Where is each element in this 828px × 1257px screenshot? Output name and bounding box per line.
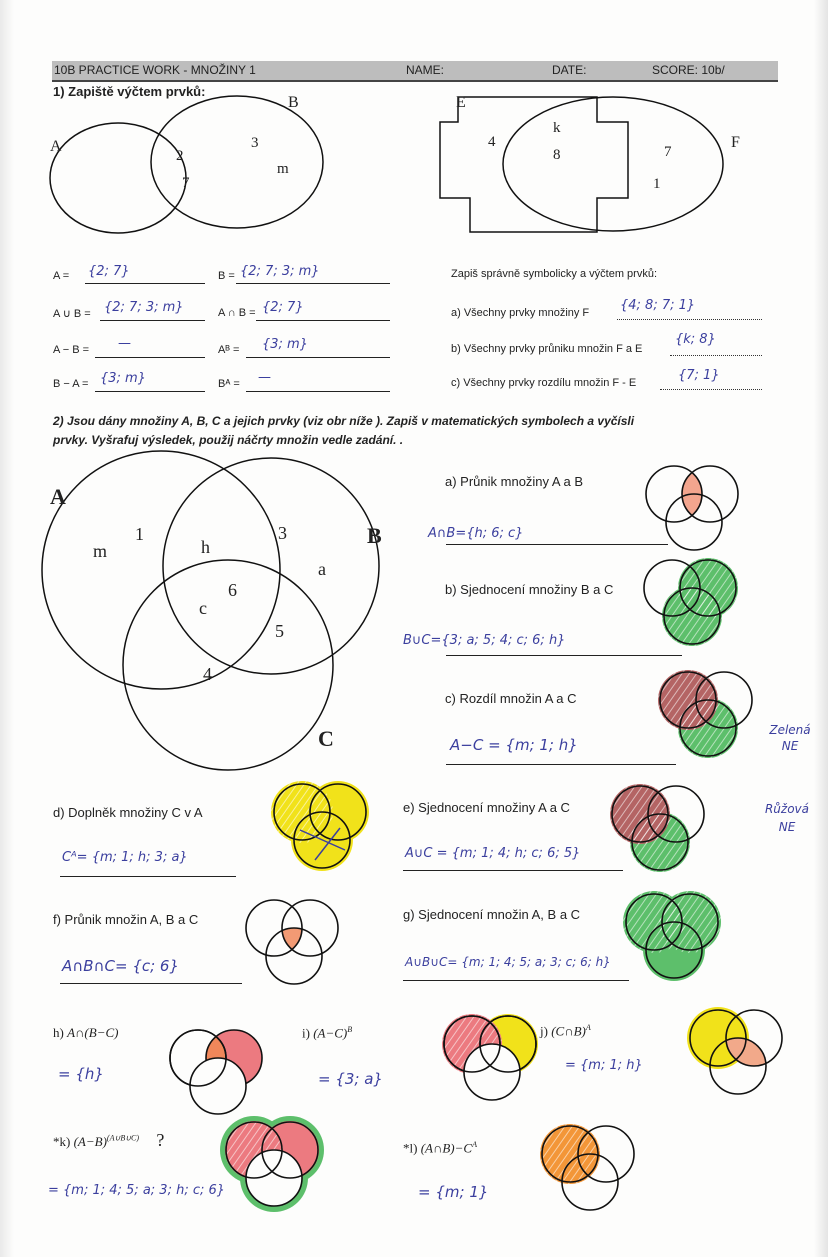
element: 1 (135, 524, 144, 544)
task-b-answer[interactable]: B∪C={3; a; 5; 4; c; 6; h} (403, 633, 566, 648)
formula: (A−C) (313, 1025, 348, 1041)
element: k (553, 120, 561, 136)
formula-superscript: B (347, 1025, 353, 1034)
answer-label: A ∩ B = (218, 307, 256, 319)
answer-value[interactable]: — (258, 370, 271, 385)
task-l-answer[interactable]: = {m; 1} (418, 1183, 489, 1201)
element: 5 (275, 621, 284, 641)
answer-value[interactable]: {2; 7} (88, 264, 130, 279)
set-b-label: B (288, 94, 299, 111)
task-b-label: b) Sjednocení množiny B a C (445, 582, 614, 597)
name-field: NAME: (406, 63, 445, 77)
answer-label: A ∪ B = (53, 308, 91, 320)
answer-label: B = (218, 270, 235, 282)
teacher-note: Zelená NE (769, 723, 811, 753)
formula: (C∩B) (551, 1023, 586, 1039)
task-c-label: c) Rozdíl množin A a C (445, 691, 577, 706)
element: 3 (278, 523, 287, 543)
task-k-label (53, 1130, 164, 1151)
element: 1 (653, 176, 661, 192)
answer-value[interactable]: {2; 7; 3; m} (240, 264, 320, 279)
element: a (318, 559, 326, 579)
task-i-answer[interactable]: = {3; a} (318, 1070, 383, 1088)
answer-value[interactable]: — (118, 336, 131, 351)
task-d-label: d) Doplněk množiny C v A (53, 805, 203, 820)
answer-value[interactable]: {3; m} (100, 371, 146, 386)
item-letter: h) (53, 1025, 64, 1040)
task-g-label: g) Sjednocení množin A, B a C (403, 907, 581, 922)
set-a-label: A (50, 138, 62, 155)
task-b-venn (640, 556, 750, 646)
task-g-venn (622, 890, 732, 980)
answer-value[interactable]: {7; 1} (678, 368, 720, 383)
answer-label: Aᴮ = (218, 344, 240, 356)
task-j-answer[interactable]: = {m; 1; h} (565, 1058, 643, 1073)
answer-label: a) Všechny prvky množiny F (451, 307, 590, 319)
answer-label: Bᴬ = (218, 378, 240, 390)
question-mark-note: ? (156, 1130, 165, 1150)
item-letter: j) (540, 1023, 548, 1039)
set-b-label: B (367, 523, 382, 548)
task-h-answer[interactable]: = {h} (58, 1065, 104, 1083)
set-c-label: C (318, 726, 334, 751)
task2-instructions-line1: 2) Jsou dány množiny A, B, C a jejich prvky (viz obr níže ). Zapiš v matematických symbolech a vyčísli (53, 414, 635, 428)
formula: (A∩B)−C (420, 1140, 473, 1156)
teacher-note: Růžová NE (764, 802, 810, 834)
task-f-venn (242, 896, 352, 986)
element: 7 (182, 175, 190, 191)
formula: (A−B) (73, 1134, 107, 1149)
element: 2 (176, 148, 184, 164)
formula: A∩(B−C) (67, 1025, 119, 1040)
answer-label: B − A = (53, 378, 89, 390)
task-k-venn (222, 1118, 332, 1208)
task-h-label (53, 1025, 118, 1041)
task-a-answer[interactable]: A∩B={h; 6; c} (428, 526, 524, 541)
task-a-venn (642, 462, 752, 552)
right-intro: Zapiš správně symbolicky a výčtem prvků: (451, 268, 658, 280)
answer-label: b) Všechny prvky průniku množin F a E (451, 343, 643, 355)
task-l-label (403, 1140, 477, 1156)
answer-label: c) Všechny prvky rozdílu množin F - E (451, 377, 637, 389)
task-h-venn (166, 1026, 276, 1116)
element: h (201, 537, 210, 557)
element: m (277, 161, 289, 177)
task-f-answer[interactable]: A∩B∩C= {c; 6} (62, 957, 180, 975)
worksheet-title: 10B PRACTICE WORK - MNOŽINY 1 (54, 63, 256, 77)
task-e-answer[interactable]: A∪C = {m; 1; 4; h; c; 6; 5} (405, 846, 581, 861)
element: 4 (203, 664, 212, 684)
task-k-answer[interactable]: = {m; 1; 4; 5; a; 3; h; c; 6} (48, 1183, 226, 1198)
task-c-answer[interactable]: A−C = {m; 1; h} (450, 736, 578, 754)
element: c (199, 598, 207, 618)
set-f-label: F (731, 134, 740, 151)
element: m (93, 541, 108, 561)
item-letter: i) (302, 1025, 310, 1041)
task-c-venn (656, 668, 766, 758)
task-i-label (302, 1025, 352, 1041)
task-i-venn (440, 1012, 550, 1102)
formula-superscript: A (472, 1140, 477, 1149)
task-j-label (540, 1023, 591, 1039)
item-letter: *k) (53, 1134, 71, 1149)
element: 3 (251, 135, 259, 151)
task-d-answer[interactable]: Cᴬ= {m; 1; h; 3; a} (62, 850, 188, 865)
formula-superscript: A (585, 1023, 591, 1032)
answer-value[interactable]: {k; 8} (675, 332, 716, 347)
task-g-answer[interactable]: A∪B∪C= {m; 1; 4; 5; a; 3; c; 6; h} (405, 955, 611, 969)
task-d-venn (270, 780, 380, 870)
answer-label: A − B = (53, 344, 90, 356)
task-j-venn (686, 1006, 796, 1096)
answer-value[interactable]: {2; 7} (262, 300, 304, 315)
task-e-venn (608, 782, 718, 872)
task2-instructions-line2: prvky. Vyšrafuj výsledek, použij náčrty množin vedle zadání. . (53, 433, 404, 447)
item-letter: *l) (403, 1140, 418, 1156)
task-l-venn (538, 1122, 648, 1212)
element: 6 (228, 580, 237, 600)
task-f-label: f) Průnik množin A, B a C (53, 912, 199, 927)
element: 4 (488, 134, 496, 150)
element: 8 (553, 147, 561, 163)
date-field: DATE: (552, 63, 587, 77)
task-e-label: e) Sjednocení množiny A a C (403, 800, 570, 815)
answer-label: A = (53, 270, 70, 282)
set-e-label: E (456, 94, 466, 111)
answer-value[interactable]: {2; 7; 3; m} (104, 300, 184, 315)
task-a-label: a) Průnik množiny A a B (445, 474, 584, 489)
answer-value[interactable]: {4; 8; 7; 1} (620, 298, 696, 313)
set-a-label: A (50, 484, 66, 509)
task1-title: 1) Zapiště výčtem prvků: (53, 84, 206, 99)
element: 7 (664, 144, 672, 160)
score-field: SCORE: 10b/ (652, 63, 725, 77)
answer-value[interactable]: {3; m} (262, 337, 308, 352)
formula-superscript: (A∪B∪C) (106, 1133, 140, 1143)
